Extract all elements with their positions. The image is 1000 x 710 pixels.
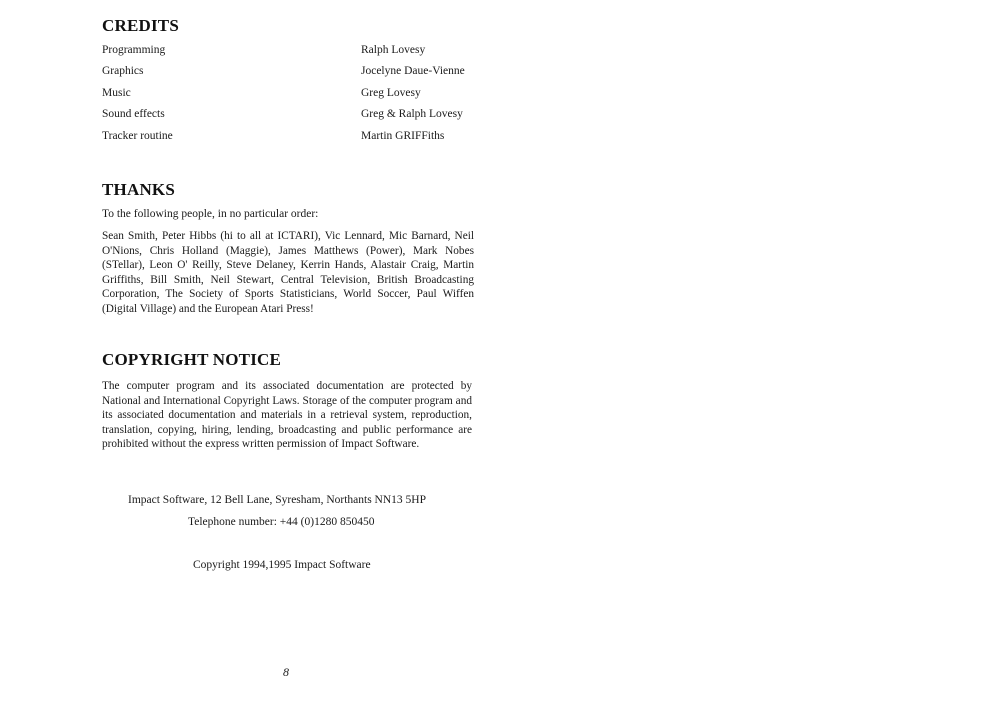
credit-role: Tracker routine (102, 130, 173, 142)
credit-row (102, 130, 522, 146)
credit-name: Greg Lovesy (361, 87, 421, 99)
credit-name: Greg & Ralph Lovesy (361, 108, 463, 120)
credit-role: Music (102, 87, 131, 99)
credit-name: Ralph Lovesy (361, 44, 426, 56)
thanks-paragraph: Sean Smith, Peter Hibbs (hi to all at ICTARI), Vic Lennard, Mic Barnard, Neil O'Nions, Chris Holland (Maggie), James Matthews (Power), Mark Nobes (STellar), Leon O' Reilly, Steve Delaney, Kerrin Hands, Alastair Craig, Martin Griffiths, Bill Smith, Neil Stewart, Central Television, British Broadcasting Corporation, The Society of Sports Statisticians, World Soccer, Paul Wiffen (Digital Village) and the European Atari Press! (102, 230, 474, 315)
credits-heading: CREDITS (102, 16, 179, 35)
copyright-line: Copyright 1994,1995 Impact Software (193, 559, 371, 571)
company-address: Impact Software, 12 Bell Lane, Syresham, Northants NN13 5HP (128, 494, 426, 506)
page-number: 8 (283, 665, 289, 679)
credit-row (102, 108, 522, 124)
copyright-notice-paragraph: The computer program and its associated documentation are protected by National and International Copyright Laws. Storage of the computer program and its associated documentation and materials in a retrieval system, reproduction, translation, copying, hiring, lending, broadcasting and public performance are prohibited without the express written permission of Impact Software. (102, 380, 472, 451)
credit-role: Graphics (102, 65, 144, 77)
thanks-intro: To the following people, in no particular order: (102, 208, 319, 220)
credit-row (102, 44, 522, 60)
credit-row (102, 65, 522, 81)
copyright-notice-heading: COPYRIGHT NOTICE (102, 350, 282, 369)
credit-name: Martin GRIFFiths (361, 130, 445, 142)
credit-role: Sound effects (102, 108, 165, 120)
credit-name: Jocelyne Daue-Vienne (361, 65, 465, 77)
credit-role: Programming (102, 44, 166, 56)
telephone-number: Telephone number: +44 (0)1280 850450 (188, 516, 375, 528)
credit-row (102, 87, 522, 103)
thanks-heading: THANKS (102, 180, 175, 199)
